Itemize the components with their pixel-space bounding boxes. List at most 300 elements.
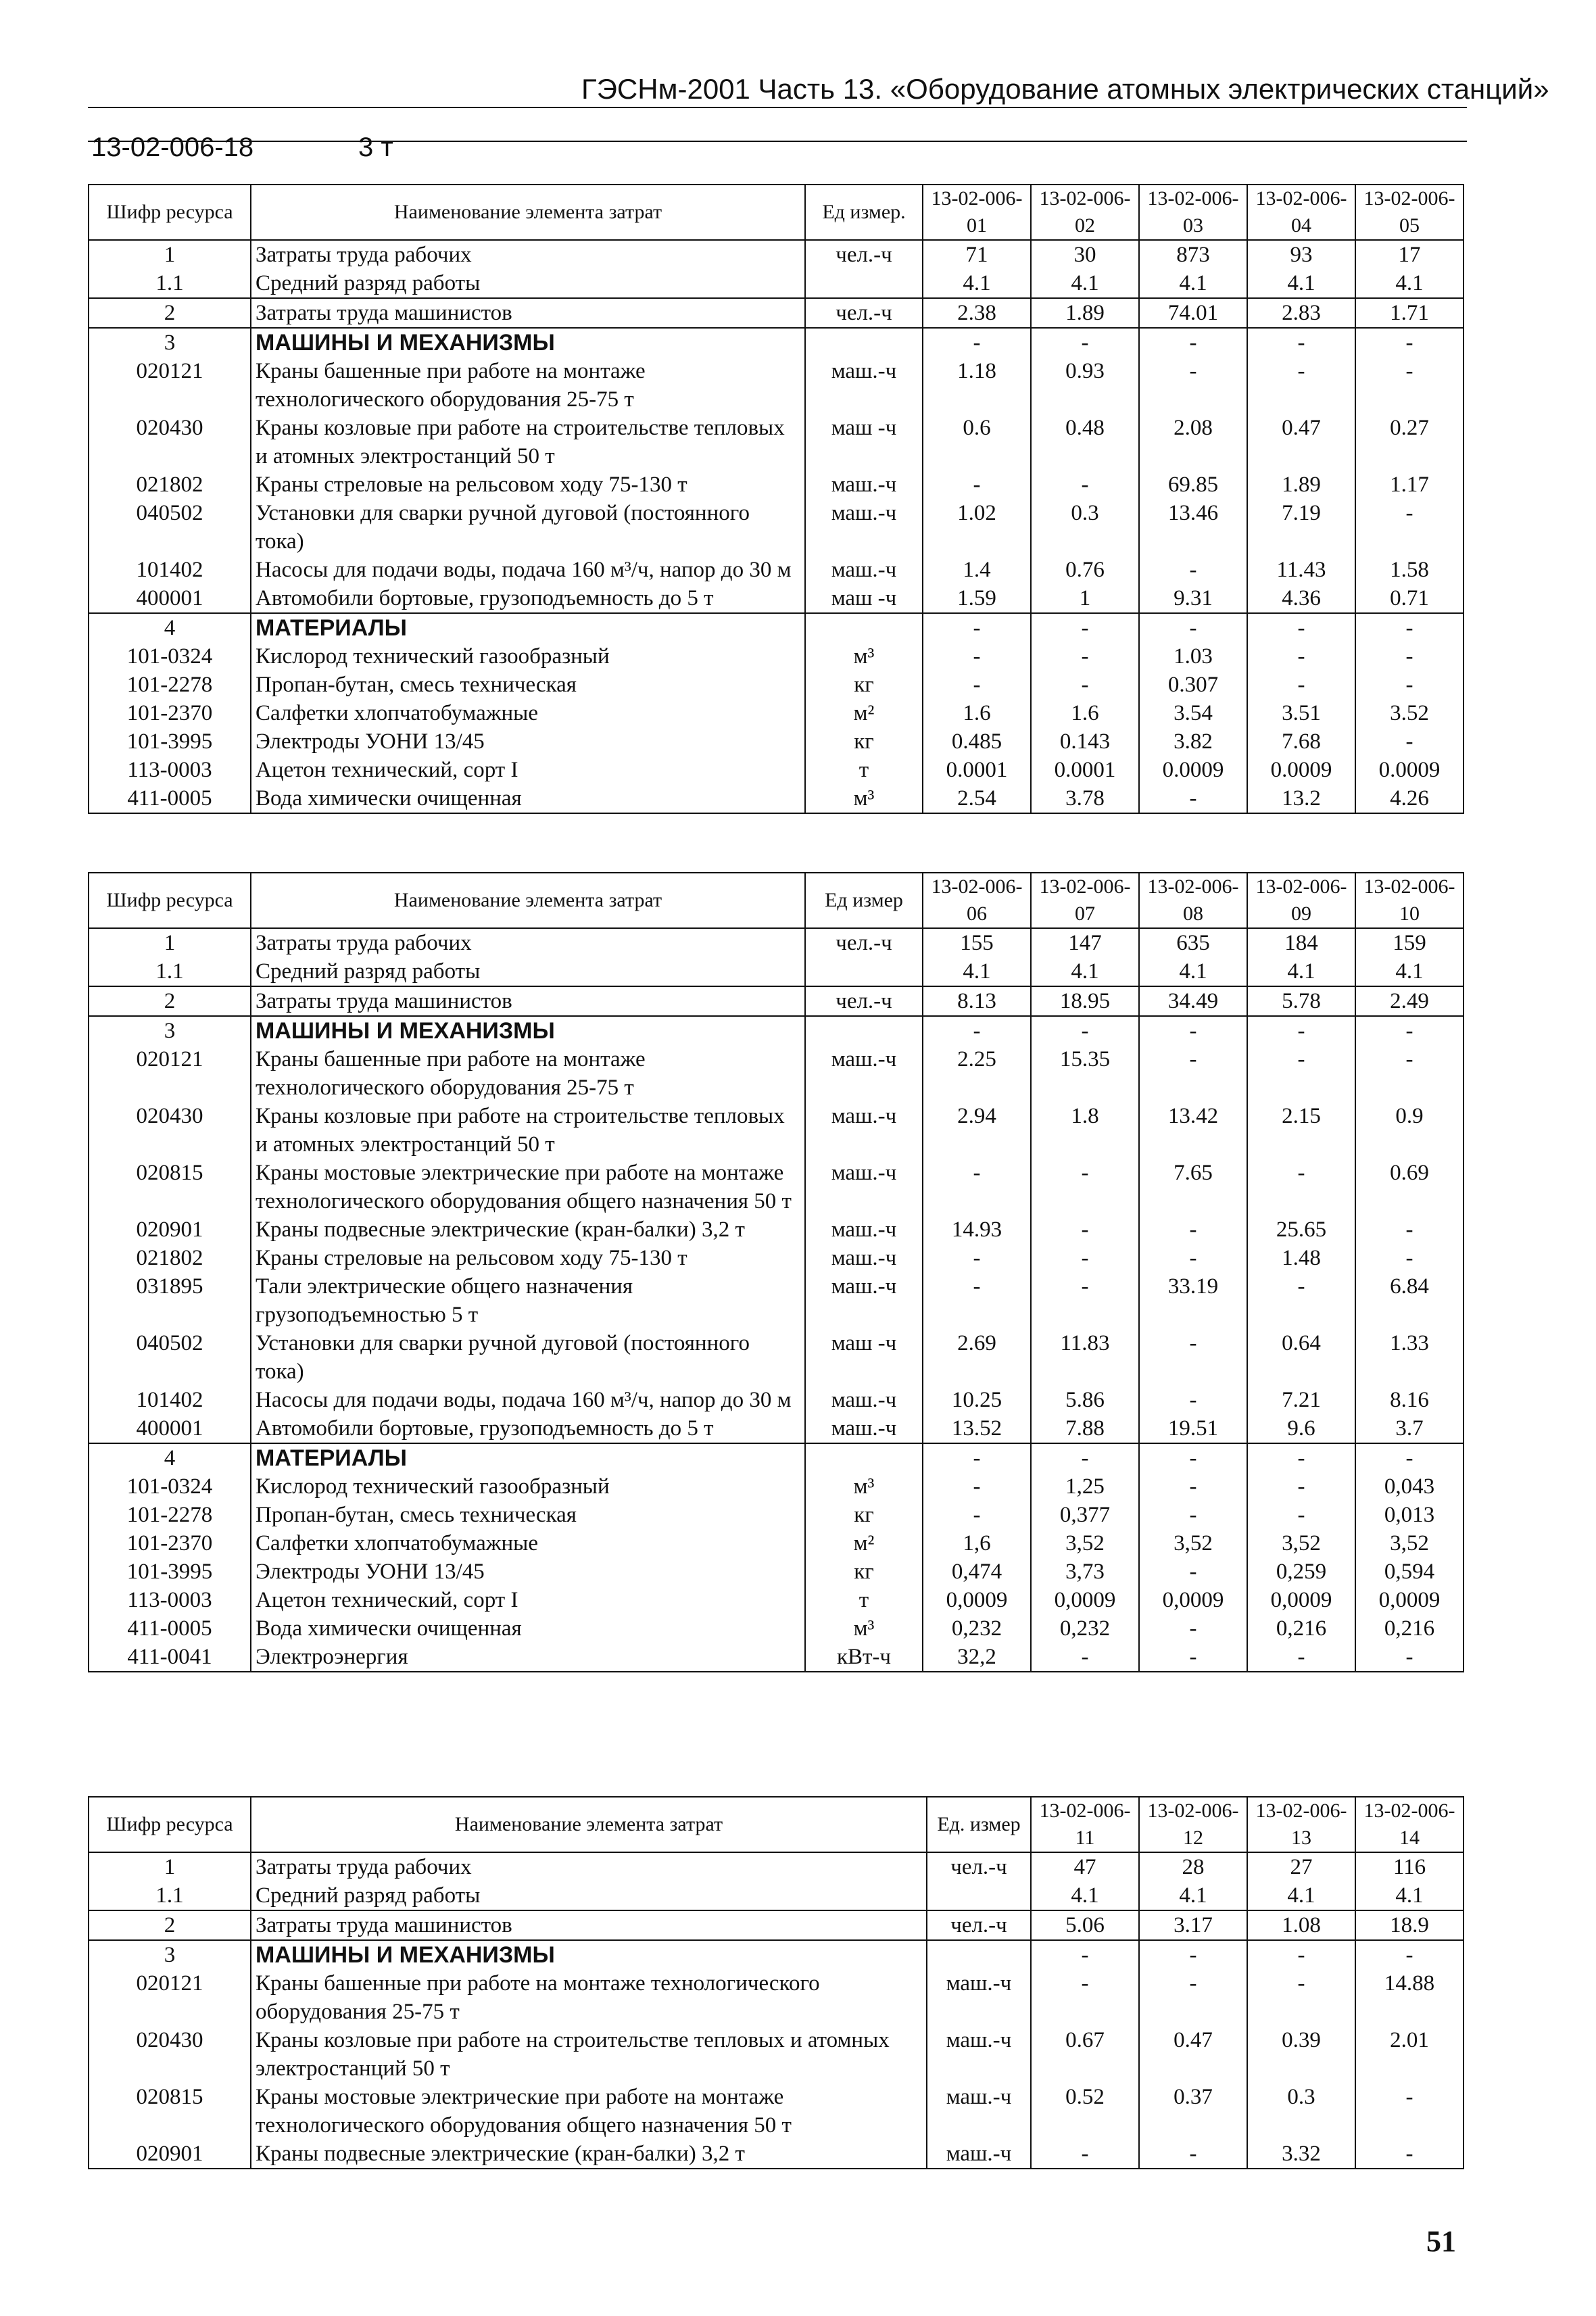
value-cell: 0,043 <box>1355 1472 1464 1501</box>
unit-cell: маш.-ч <box>805 1102 923 1159</box>
value-cell: - <box>1031 613 1139 642</box>
value-cell: 7.88 <box>1031 1414 1139 1443</box>
value-cell: - <box>1247 1443 1355 1472</box>
value-cell: - <box>1031 1443 1139 1472</box>
resource-code-cell: 113-0003 <box>89 1586 251 1614</box>
cost-element-name-cell: МАШИНЫ И МЕХАНИЗМЫ <box>251 328 805 357</box>
value-cell: 1.18 <box>923 357 1031 414</box>
cost-element-name-cell: Краны мостовые электрические при работе на монтаже технологического оборудования общего назначения 50 т <box>251 1159 805 1215</box>
value-cell: 0.0009 <box>1355 756 1464 784</box>
unit-cell: маш.-ч <box>805 1386 923 1414</box>
resource-code-cell: 400001 <box>89 1414 251 1443</box>
cost-element-name-cell: Затраты труда рабочих <box>251 1852 927 1881</box>
cost-element-name-cell: Затраты труда машинистов <box>251 1910 927 1940</box>
cost-element-name-cell: Насосы для подачи воды, подача 160 м³/ч, напор до 30 м <box>251 1386 805 1414</box>
unit-cell: чел.-ч <box>805 240 923 269</box>
table-row <box>89 1910 1464 1940</box>
value-cell: - <box>1139 1329 1247 1386</box>
value-cell: 0.37 <box>1139 2083 1247 2140</box>
resource-code-cell: 4 <box>89 613 251 642</box>
unit-cell: чел.-ч <box>805 298 923 328</box>
value-cell: 2.49 <box>1355 986 1464 1016</box>
value-cell: - <box>1031 1643 1139 1672</box>
table-row <box>89 1558 1464 1586</box>
resource-code-cell: 101-2370 <box>89 1529 251 1558</box>
value-cell: 4.1 <box>1355 269 1464 298</box>
value-cell: 1.6 <box>923 699 1031 727</box>
value-cell: 3,52 <box>1355 1529 1464 1558</box>
value-cell: 0.6 <box>923 414 1031 471</box>
value-cell: 1.4 <box>923 556 1031 584</box>
table-row <box>89 957 1464 986</box>
resource-code-cell: 020430 <box>89 414 251 471</box>
value-cell: 0.69 <box>1355 1159 1464 1215</box>
value-cell: 3.52 <box>1355 699 1464 727</box>
table-row <box>89 671 1464 699</box>
table-row <box>89 1586 1464 1614</box>
value-cell: 5.78 <box>1247 986 1355 1016</box>
value-cell: - <box>1355 2140 1464 2169</box>
table-row <box>89 269 1464 298</box>
value-cell: 1.02 <box>923 499 1031 556</box>
value-cell: 159 <box>1355 928 1464 957</box>
resource-code-cell: 3 <box>89 1016 251 1045</box>
unit-cell: м³ <box>805 1614 923 1643</box>
value-cell: - <box>1355 357 1464 414</box>
value-cell: 1.17 <box>1355 471 1464 499</box>
column-header: 13-02-006-01 <box>923 185 1031 240</box>
value-cell: 147 <box>1031 928 1139 957</box>
cost-element-name-cell: Затраты труда машинистов <box>251 298 805 328</box>
value-cell: 0.67 <box>1031 2026 1139 2083</box>
value-cell: 0,0009 <box>1247 1586 1355 1614</box>
resource-code-cell: 101-0324 <box>89 1472 251 1501</box>
cost-element-name-cell: Краны козловые при работе на строительстве тепловых и атомных электростанций 50 т <box>251 1102 805 1159</box>
value-cell: 3.32 <box>1247 2140 1355 2169</box>
unit-cell: чел.-ч <box>805 928 923 957</box>
table-row <box>89 1045 1464 1102</box>
table-row <box>89 727 1464 756</box>
value-cell: 0.93 <box>1031 357 1139 414</box>
table-row <box>89 756 1464 784</box>
document-header: ГЭСНм-2001 Часть 13. «Оборудование атомных электрических станций» <box>581 73 1549 105</box>
value-cell: 116 <box>1355 1852 1464 1881</box>
value-cell: 184 <box>1247 928 1355 957</box>
resource-code-cell: 101-0324 <box>89 642 251 671</box>
table-row <box>89 1215 1464 1244</box>
table-row <box>89 1881 1464 1910</box>
table-row <box>89 584 1464 613</box>
value-cell: - <box>923 642 1031 671</box>
value-cell: - <box>1247 671 1355 699</box>
value-cell: 0.307 <box>1139 671 1247 699</box>
value-cell: - <box>1355 2083 1464 2140</box>
norm-unit: 3 т <box>358 132 393 162</box>
value-cell: 1,25 <box>1031 1472 1139 1501</box>
value-cell: - <box>1031 328 1139 357</box>
resource-code-cell: 020815 <box>89 1159 251 1215</box>
cost-element-name-cell: Насосы для подачи воды, подача 160 м³/ч, напор до 30 м <box>251 556 805 584</box>
value-cell: 1.03 <box>1139 642 1247 671</box>
value-cell: 18.95 <box>1031 986 1139 1016</box>
value-cell: 3.78 <box>1031 784 1139 813</box>
table-row <box>89 1529 1464 1558</box>
cost-element-name-cell: Ацетон технический, сорт I <box>251 756 805 784</box>
cost-element-name-cell: Автомобили бортовые, грузоподъемность до 5 т <box>251 1414 805 1443</box>
resource-code-cell: 020430 <box>89 2026 251 2083</box>
value-cell: - <box>1355 1443 1464 1472</box>
value-cell: 3.7 <box>1355 1414 1464 1443</box>
unit-cell: т <box>805 756 923 784</box>
resource-table-1 <box>88 184 1464 814</box>
value-cell: - <box>1139 613 1247 642</box>
value-cell: 1.58 <box>1355 556 1464 584</box>
resource-code-cell: 020121 <box>89 1045 251 1102</box>
resource-code-cell: 020901 <box>89 2140 251 2169</box>
value-cell: 8.13 <box>923 986 1031 1016</box>
value-cell: 2.15 <box>1247 1102 1355 1159</box>
resource-table-2 <box>88 872 1464 1672</box>
value-cell: - <box>923 1016 1031 1045</box>
resource-code-cell: 101402 <box>89 556 251 584</box>
table-row <box>89 1329 1464 1386</box>
value-cell: - <box>923 471 1031 499</box>
resource-table-3 <box>88 1796 1464 2169</box>
value-cell: - <box>1031 1016 1139 1045</box>
unit-cell: кг <box>805 1501 923 1529</box>
unit-cell: кг <box>805 1558 923 1586</box>
value-cell: 0,216 <box>1355 1614 1464 1643</box>
table-row <box>89 414 1464 471</box>
value-cell: 0.39 <box>1247 2026 1355 2083</box>
table-row <box>89 240 1464 269</box>
value-cell: 1.33 <box>1355 1329 1464 1386</box>
cost-element-name-cell: Автомобили бортовые, грузоподъемность до 5 т <box>251 584 805 613</box>
unit-cell <box>805 1016 923 1045</box>
value-cell: 5.86 <box>1031 1386 1139 1414</box>
value-cell: 19.51 <box>1139 1414 1247 1443</box>
value-cell: 0.48 <box>1031 414 1139 471</box>
value-cell: - <box>923 1472 1031 1501</box>
table-row <box>89 1643 1464 1672</box>
resource-code-cell: 020121 <box>89 357 251 414</box>
value-cell: - <box>1247 1643 1355 1672</box>
value-cell: 7.21 <box>1247 1386 1355 1414</box>
cost-element-name-cell: Краны подвесные электрические (кран-балки) 3,2 т <box>251 2140 927 2169</box>
value-cell: - <box>923 328 1031 357</box>
table-row <box>89 499 1464 556</box>
unit-cell <box>805 1443 923 1472</box>
column-header: 13-02-006-13 <box>1247 1797 1355 1852</box>
table-row <box>89 1969 1464 2026</box>
value-cell: 4.1 <box>1247 269 1355 298</box>
table-row <box>89 1244 1464 1272</box>
value-cell: 3,73 <box>1031 1558 1139 1586</box>
value-cell: - <box>1247 1045 1355 1102</box>
unit-cell: м³ <box>805 1472 923 1501</box>
value-cell: - <box>1139 1215 1247 1244</box>
value-cell: 27 <box>1247 1852 1355 1881</box>
unit-cell <box>927 1940 1031 1969</box>
table-row <box>89 986 1464 1016</box>
value-cell: - <box>1247 357 1355 414</box>
value-cell: 0.52 <box>1031 2083 1139 2140</box>
table-row <box>89 1940 1464 1969</box>
cost-element-name-cell: Тали электрические общего назначения грузоподъемностью 5 т <box>251 1272 805 1329</box>
value-cell: - <box>1031 1244 1139 1272</box>
column-header: Шифр ресурса <box>89 185 251 240</box>
value-cell: 0.47 <box>1139 2026 1247 2083</box>
resource-code-cell: 1.1 <box>89 1881 251 1910</box>
value-cell: - <box>1031 671 1139 699</box>
value-cell: - <box>1031 1969 1139 2026</box>
value-cell: - <box>1247 613 1355 642</box>
value-cell: - <box>1139 1940 1247 1969</box>
value-cell: - <box>1139 1016 1247 1045</box>
value-cell: 0,0009 <box>1031 1586 1139 1614</box>
table-row <box>89 2083 1464 2140</box>
column-header: 13-02-006-02 <box>1031 185 1139 240</box>
resource-code-cell: 020121 <box>89 1969 251 2026</box>
table-row <box>89 1414 1464 1443</box>
value-cell: - <box>1139 1558 1247 1586</box>
column-header: 13-02-006-14 <box>1355 1797 1464 1852</box>
value-cell: 47 <box>1031 1852 1139 1881</box>
value-cell: - <box>1355 671 1464 699</box>
value-cell: 4.1 <box>923 957 1031 986</box>
value-cell: - <box>1247 1159 1355 1215</box>
value-cell: - <box>923 671 1031 699</box>
value-cell: 8.16 <box>1355 1386 1464 1414</box>
value-cell: 3.17 <box>1139 1910 1247 1940</box>
value-cell: 2.08 <box>1139 414 1247 471</box>
value-cell: 34.49 <box>1139 986 1247 1016</box>
value-cell: 4.1 <box>1139 269 1247 298</box>
value-cell: 14.88 <box>1355 1969 1464 2026</box>
value-cell: 4.26 <box>1355 784 1464 813</box>
value-cell: - <box>923 1159 1031 1215</box>
value-cell: - <box>1031 642 1139 671</box>
unit-cell: маш -ч <box>805 584 923 613</box>
resource-code-cell: 411-0041 <box>89 1643 251 1672</box>
value-cell: - <box>1355 1643 1464 1672</box>
value-cell: 0.0009 <box>1139 756 1247 784</box>
value-cell: 4.1 <box>1031 1881 1139 1910</box>
value-cell: 15.35 <box>1031 1045 1139 1102</box>
resource-code-cell: 1.1 <box>89 957 251 986</box>
table-row <box>89 613 1464 642</box>
value-cell: 25.65 <box>1247 1215 1355 1244</box>
cost-element-name-cell: Средний разряд работы <box>251 1881 927 1910</box>
unit-cell <box>805 328 923 357</box>
resource-code-cell: 101-3995 <box>89 1558 251 1586</box>
value-cell: 3,52 <box>1139 1529 1247 1558</box>
code-rule <box>88 141 1467 142</box>
column-header: Наименование элемента затрат <box>251 873 805 928</box>
value-cell: 0,0009 <box>1139 1586 1247 1614</box>
resource-code-cell: 1.1 <box>89 269 251 298</box>
value-cell: 4.1 <box>1139 1881 1247 1910</box>
resource-code-cell: 020901 <box>89 1215 251 1244</box>
table-row <box>89 2026 1464 2083</box>
value-cell: - <box>1355 1016 1464 1045</box>
unit-cell: м³ <box>805 784 923 813</box>
table-row <box>89 556 1464 584</box>
resource-code-cell: 021802 <box>89 471 251 499</box>
unit-cell: маш.-ч <box>805 1215 923 1244</box>
column-header: Наименование элемента затрат <box>251 1797 927 1852</box>
cost-element-name-cell: Затраты труда машинистов <box>251 986 805 1016</box>
value-cell: 0.76 <box>1031 556 1139 584</box>
table-row <box>89 1852 1464 1881</box>
unit-cell <box>927 1881 1031 1910</box>
value-cell: 0,0009 <box>1355 1586 1464 1614</box>
value-cell: 0,594 <box>1355 1558 1464 1586</box>
unit-cell: маш.-ч <box>927 1969 1031 2026</box>
resource-code-cell: 4 <box>89 1443 251 1472</box>
value-cell: 0,013 <box>1355 1501 1464 1529</box>
cost-element-name-cell: Краны козловые при работе на строительстве тепловых и атомных электростанций 50 т <box>251 414 805 471</box>
column-header: Ед измер <box>805 873 923 928</box>
cost-element-name-cell: Краны подвесные электрические (кран-балки) 3,2 т <box>251 1215 805 1244</box>
table-row <box>89 1614 1464 1643</box>
table-row <box>89 1272 1464 1329</box>
value-cell: 3,52 <box>1247 1529 1355 1558</box>
value-cell: 3.51 <box>1247 699 1355 727</box>
value-cell: 1.71 <box>1355 298 1464 328</box>
value-cell: 5.06 <box>1031 1910 1139 1940</box>
value-cell: 3.54 <box>1139 699 1247 727</box>
value-cell: - <box>1355 1244 1464 1272</box>
table-row <box>89 1159 1464 1215</box>
unit-cell: кВт-ч <box>805 1643 923 1672</box>
cost-element-name-cell: Ацетон технический, сорт I <box>251 1586 805 1614</box>
cost-element-name-cell: Краны козловые при работе на строительстве тепловых и атомных электростанций 50 т <box>251 2026 927 2083</box>
value-cell: - <box>1355 1045 1464 1102</box>
column-header: 13-02-006-03 <box>1139 185 1247 240</box>
unit-cell: маш.-ч <box>805 1272 923 1329</box>
value-cell: 0,232 <box>923 1614 1031 1643</box>
value-cell: - <box>1139 1386 1247 1414</box>
value-cell: 11.83 <box>1031 1329 1139 1386</box>
value-cell: - <box>1031 471 1139 499</box>
value-cell: - <box>1355 1215 1464 1244</box>
value-cell: - <box>1139 1614 1247 1643</box>
value-cell: 2.01 <box>1355 2026 1464 2083</box>
value-cell: - <box>1139 556 1247 584</box>
column-header: 13-02-006-12 <box>1139 1797 1247 1852</box>
value-cell: - <box>1031 2140 1139 2169</box>
unit-cell: чел.-ч <box>805 986 923 1016</box>
column-header: 13-02-006-04 <box>1247 185 1355 240</box>
value-cell: 13.42 <box>1139 1102 1247 1159</box>
column-header: 13-02-006-11 <box>1031 1797 1139 1852</box>
cost-element-name-cell: Кислород технический газообразный <box>251 642 805 671</box>
unit-cell: чел.-ч <box>927 1910 1031 1940</box>
table-row <box>89 471 1464 499</box>
value-cell: 9.6 <box>1247 1414 1355 1443</box>
resource-code-cell: 020815 <box>89 2083 251 2140</box>
column-header: 13-02-006-05 <box>1355 185 1464 240</box>
unit-cell: м² <box>805 699 923 727</box>
resource-code-cell: 101-2278 <box>89 1501 251 1529</box>
value-cell: 2.38 <box>923 298 1031 328</box>
value-cell: 1.48 <box>1247 1244 1355 1272</box>
value-cell: - <box>1355 499 1464 556</box>
value-cell: - <box>1139 784 1247 813</box>
table-row <box>89 328 1464 357</box>
table-row <box>89 642 1464 671</box>
value-cell: 2.69 <box>923 1329 1031 1386</box>
value-cell: 17 <box>1355 240 1464 269</box>
cost-element-name-cell: Средний разряд работы <box>251 957 805 986</box>
value-cell: - <box>1139 1244 1247 1272</box>
value-cell: 9.31 <box>1139 584 1247 613</box>
column-header: Наименование элемента затрат <box>251 185 805 240</box>
cost-element-name-cell: Краны стреловые на рельсовом ходу 75-130 т <box>251 471 805 499</box>
unit-cell: маш.-ч <box>805 1045 923 1102</box>
value-cell: - <box>1139 1501 1247 1529</box>
value-cell: 11.43 <box>1247 556 1355 584</box>
unit-cell: маш.-ч <box>805 1244 923 1272</box>
cost-element-name-cell: МАТЕРИАЛЫ <box>251 613 805 642</box>
value-cell: - <box>1031 1159 1139 1215</box>
cost-element-name-cell: Установки для сварки ручной дуговой (постоянного тока) <box>251 499 805 556</box>
unit-cell: маш -ч <box>805 414 923 471</box>
value-cell: 1.59 <box>923 584 1031 613</box>
value-cell: 2.83 <box>1247 298 1355 328</box>
value-cell: - <box>1355 642 1464 671</box>
value-cell: 1.6 <box>1031 699 1139 727</box>
value-cell: 4.1 <box>923 269 1031 298</box>
value-cell: 0.485 <box>923 727 1031 756</box>
header-rule <box>88 107 1467 108</box>
resource-code-cell: 1 <box>89 1852 251 1881</box>
column-header: 13-02-006-09 <box>1247 873 1355 928</box>
cost-element-name-cell: Средний разряд работы <box>251 269 805 298</box>
value-cell: 635 <box>1139 928 1247 957</box>
resource-code-cell: 101-2370 <box>89 699 251 727</box>
cost-element-name-cell: Вода химически очищенная <box>251 1614 805 1643</box>
value-cell: 93 <box>1247 240 1355 269</box>
value-cell: - <box>1139 1443 1247 1472</box>
value-cell: - <box>1247 1969 1355 2026</box>
value-cell: 0.64 <box>1247 1329 1355 1386</box>
value-cell: - <box>1247 1940 1355 1969</box>
value-cell: - <box>1355 727 1464 756</box>
value-cell: - <box>923 1272 1031 1329</box>
value-cell: - <box>1139 1643 1247 1672</box>
value-cell: 6.84 <box>1355 1272 1464 1329</box>
value-cell: 0.0009 <box>1247 756 1355 784</box>
value-cell: 13.52 <box>923 1414 1031 1443</box>
value-cell: 14.93 <box>923 1215 1031 1244</box>
column-header: Шифр ресурса <box>89 873 251 928</box>
value-cell: 1,6 <box>923 1529 1031 1558</box>
resource-code-cell: 101-2278 <box>89 671 251 699</box>
value-cell: - <box>1247 1501 1355 1529</box>
value-cell: - <box>1139 1472 1247 1501</box>
table-row <box>89 1016 1464 1045</box>
value-cell: - <box>1139 357 1247 414</box>
unit-cell: маш.-ч <box>805 357 923 414</box>
unit-cell: маш.-ч <box>805 471 923 499</box>
resource-code-cell: 101-3995 <box>89 727 251 756</box>
value-cell: 2.25 <box>923 1045 1031 1102</box>
cost-element-name-cell: Пропан-бутан, смесь техническая <box>251 671 805 699</box>
value-cell: 33.19 <box>1139 1272 1247 1329</box>
resource-code-cell: 2 <box>89 298 251 328</box>
